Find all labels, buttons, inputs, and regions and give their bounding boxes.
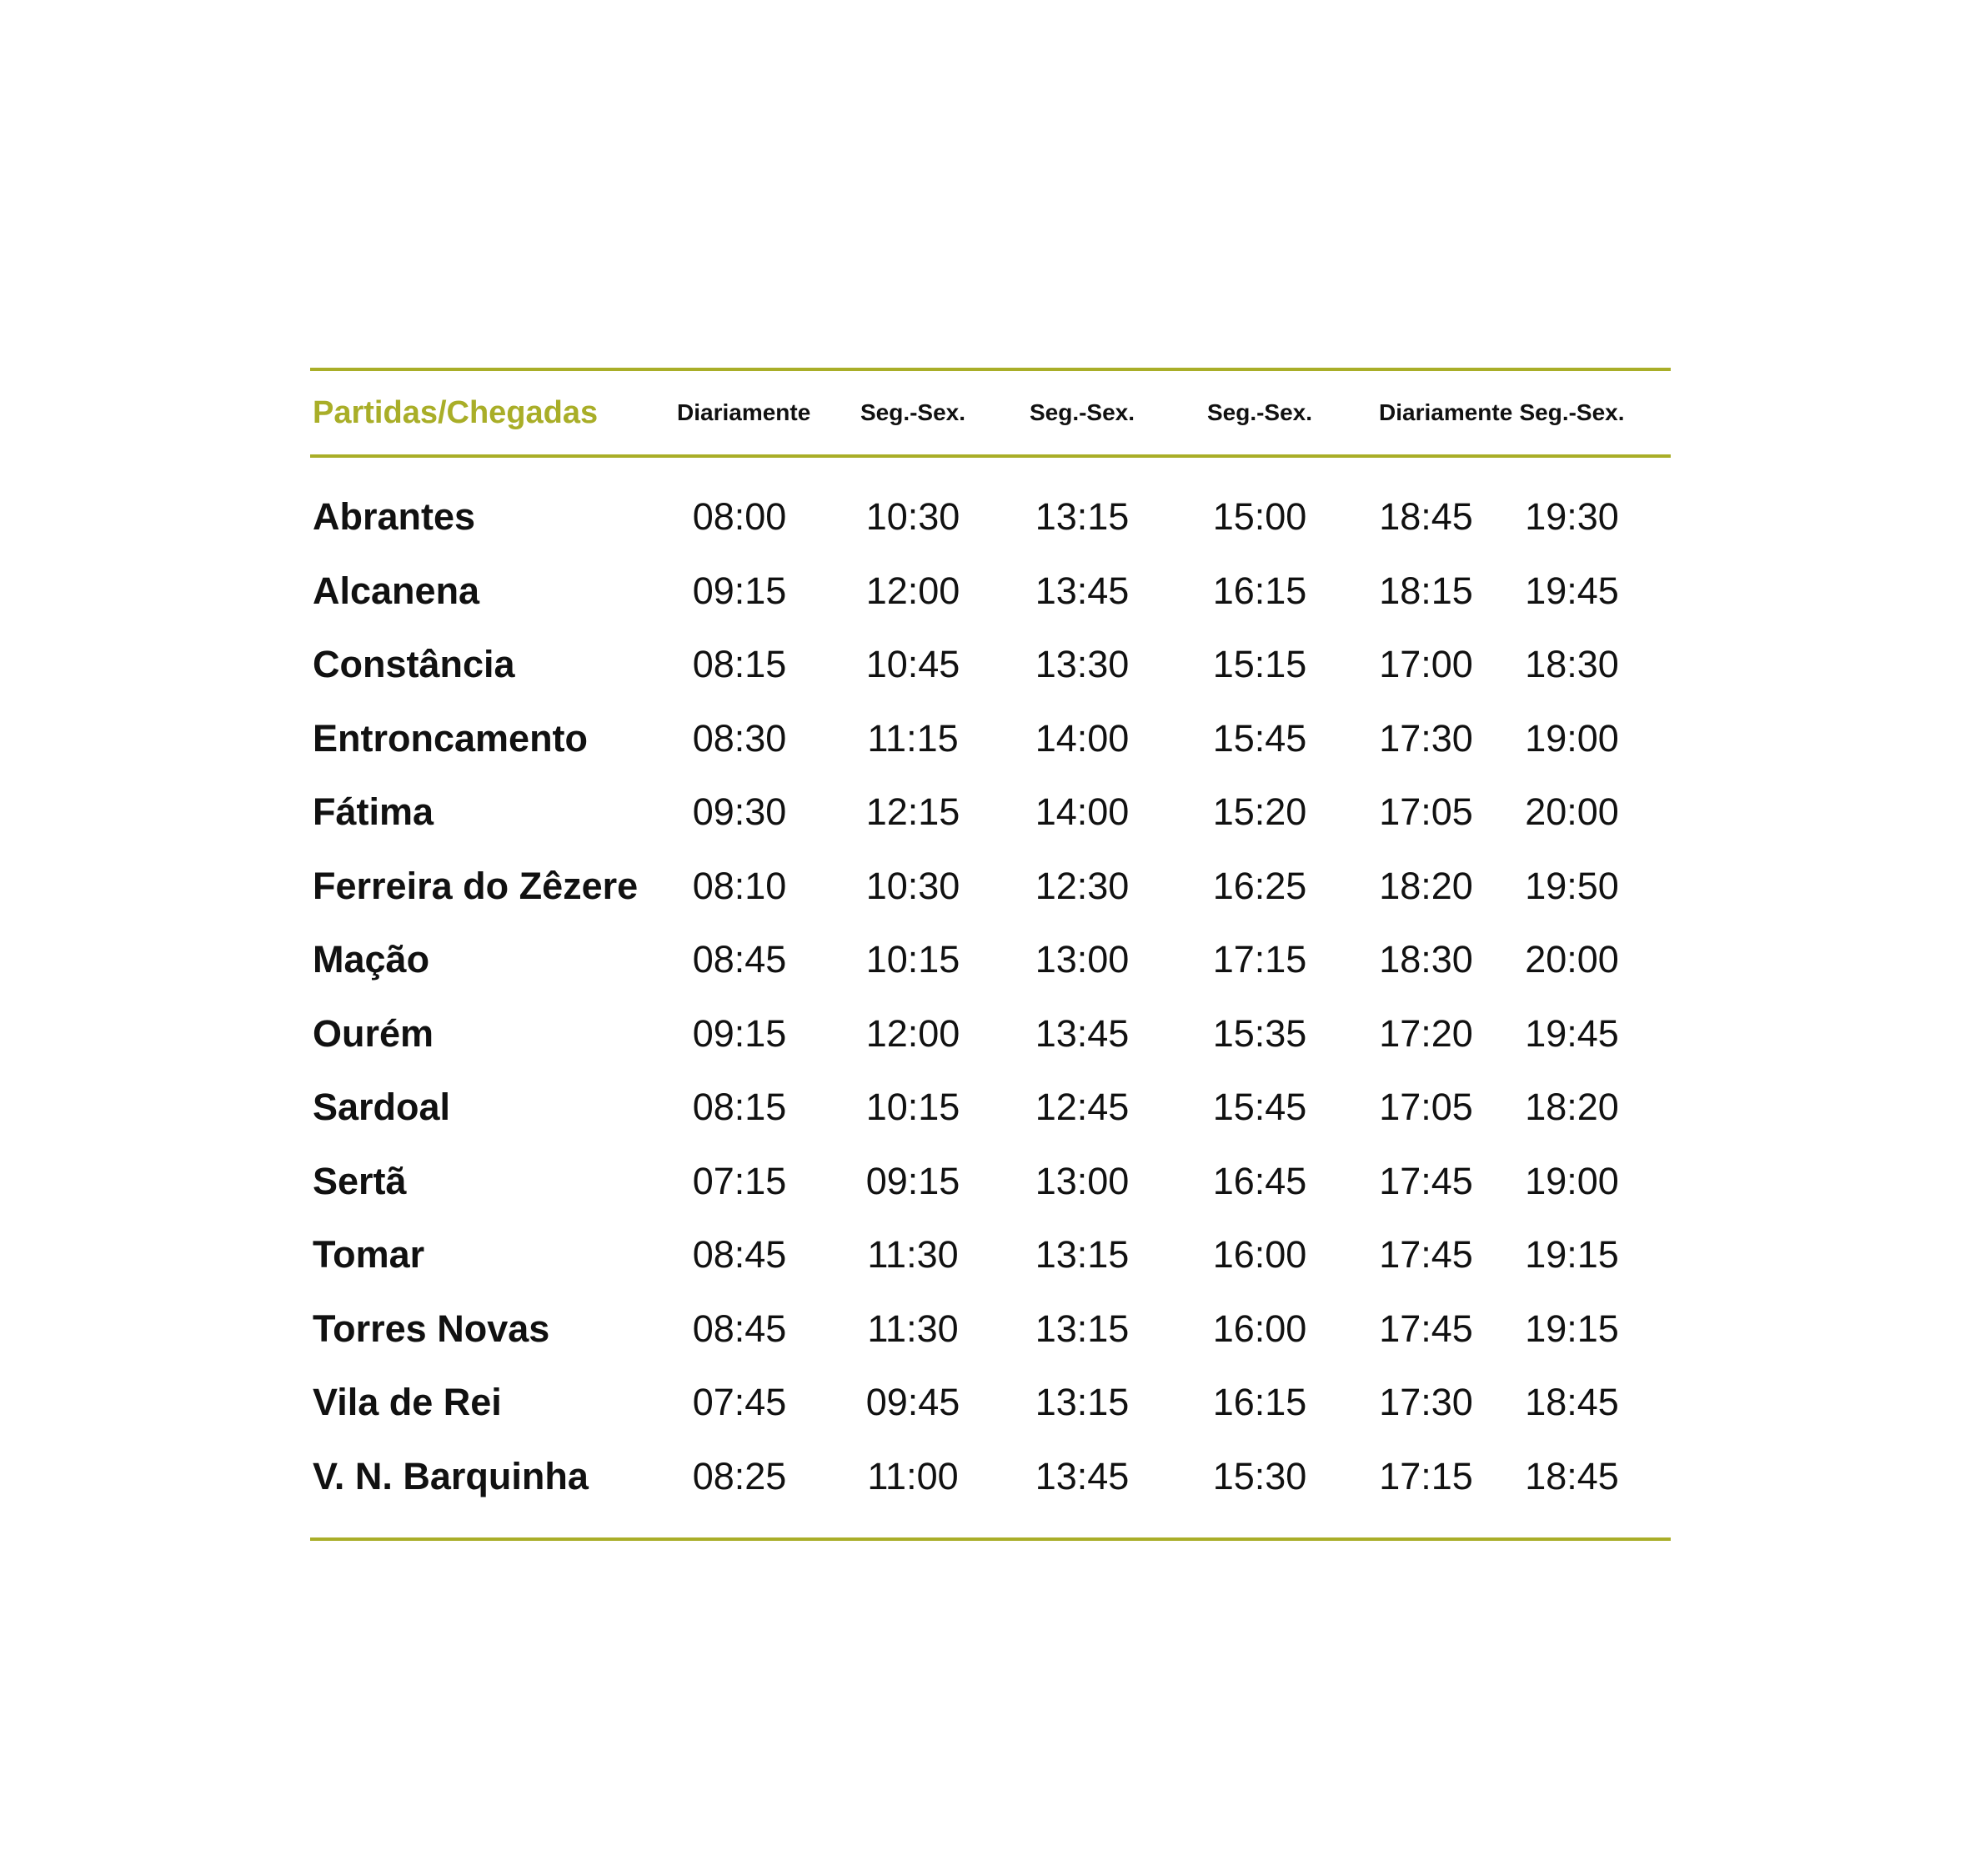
time-cell: 08:45 <box>692 938 787 981</box>
time-cell: 19:45 <box>1525 569 1619 612</box>
time-cell: 08:00 <box>692 495 787 539</box>
header-title: Partidas/Chegadas <box>313 394 599 430</box>
time-cell: 13:15 <box>1035 1233 1130 1277</box>
table-row <box>310 1366 1671 1440</box>
time-cell: 18:30 <box>1525 643 1619 686</box>
time-cell: 19:45 <box>1525 1011 1619 1055</box>
time-cell: 19:50 <box>1525 864 1619 907</box>
time-cell: 17:20 <box>1379 1011 1473 1055</box>
time-cell: 14:00 <box>1035 790 1130 834</box>
place-name: Ferreira do Zêzere <box>313 864 639 907</box>
table-row <box>310 1292 1671 1367</box>
time-cell: 13:45 <box>1035 1454 1130 1497</box>
time-cell: 08:10 <box>692 864 787 907</box>
time-cell: 12:30 <box>1035 864 1130 907</box>
place-name: Sertã <box>313 1159 407 1202</box>
timetable <box>310 368 1671 1541</box>
time-cell: 18:20 <box>1525 1086 1619 1129</box>
time-cell: 12:00 <box>865 569 960 612</box>
column-header: Diariamente <box>677 399 811 425</box>
time-cell: 17:45 <box>1379 1159 1473 1202</box>
time-cell: 17:15 <box>1379 1454 1473 1497</box>
time-cell: 17:45 <box>1379 1233 1473 1277</box>
bottom-rule <box>310 1537 1671 1541</box>
time-cell: 15:20 <box>1212 790 1307 834</box>
table-row <box>310 997 1671 1071</box>
time-cell: 16:00 <box>1212 1307 1307 1350</box>
time-cell: 18:20 <box>1379 864 1473 907</box>
time-cell: 13:15 <box>1035 1381 1130 1424</box>
time-cell: 15:00 <box>1212 495 1307 539</box>
time-cell: 13:00 <box>1035 1159 1130 1202</box>
table-row <box>310 1071 1671 1145</box>
time-cell: 19:00 <box>1525 1159 1619 1202</box>
time-cell: 10:15 <box>865 938 960 981</box>
place-name: Mação <box>313 938 430 981</box>
time-cell: 17:30 <box>1379 1381 1473 1424</box>
time-cell: 16:15 <box>1212 569 1307 612</box>
time-cell: 09:15 <box>692 1011 787 1055</box>
time-cell: 18:30 <box>1379 938 1473 981</box>
time-cell: 08:25 <box>692 1454 787 1497</box>
table-row <box>310 1218 1671 1292</box>
place-name: Abrantes <box>313 495 476 539</box>
time-cell: 17:05 <box>1379 1086 1473 1129</box>
time-cell: 19:00 <box>1525 716 1619 760</box>
place-name: Fátima <box>313 790 434 834</box>
place-name: Torres Novas <box>313 1307 550 1350</box>
time-cell: 08:30 <box>692 716 787 760</box>
place-name: Sardoal <box>313 1086 451 1129</box>
time-cell: 08:15 <box>692 1086 787 1129</box>
place-name: Vila de Rei <box>313 1381 502 1424</box>
time-cell: 11:15 <box>867 716 959 760</box>
time-cell: 18:45 <box>1525 1381 1619 1424</box>
table-row <box>310 775 1671 850</box>
time-cell: 12:00 <box>865 1011 960 1055</box>
table-row <box>310 850 1671 924</box>
place-name: Ourém <box>313 1011 434 1055</box>
time-cell: 20:00 <box>1525 790 1619 834</box>
time-cell: 15:30 <box>1212 1454 1307 1497</box>
time-cell: 09:15 <box>692 569 787 612</box>
time-cell: 19:30 <box>1525 495 1619 539</box>
time-cell: 10:15 <box>865 1086 960 1129</box>
time-cell: 08:45 <box>692 1307 787 1350</box>
time-cell: 13:45 <box>1035 569 1130 612</box>
time-cell: 15:35 <box>1212 1011 1307 1055</box>
time-cell: 16:00 <box>1212 1233 1307 1277</box>
time-cell: 20:00 <box>1525 938 1619 981</box>
time-cell: 17:05 <box>1379 790 1473 834</box>
time-cell: 15:45 <box>1212 1086 1307 1129</box>
time-cell: 17:45 <box>1379 1307 1473 1350</box>
time-cell: 12:45 <box>1035 1086 1130 1129</box>
table-row <box>310 1440 1671 1514</box>
table-row <box>310 480 1671 554</box>
place-name: Entroncamento <box>313 716 589 760</box>
time-cell: 19:15 <box>1525 1307 1619 1350</box>
place-name: Alcanena <box>313 569 480 612</box>
time-cell: 17:00 <box>1379 643 1473 686</box>
place-name: Tomar <box>313 1233 425 1277</box>
time-cell: 16:45 <box>1212 1159 1307 1202</box>
table-row <box>310 1145 1671 1219</box>
time-cell: 12:15 <box>865 790 960 834</box>
time-cell: 16:15 <box>1212 1381 1307 1424</box>
table-row <box>310 702 1671 776</box>
time-cell: 11:30 <box>867 1233 959 1277</box>
time-cell: 16:25 <box>1212 864 1307 907</box>
table-row <box>310 554 1671 629</box>
time-cell: 07:15 <box>692 1159 787 1202</box>
table-row <box>310 923 1671 997</box>
place-name: V. N. Barquinha <box>313 1454 589 1497</box>
time-cell: 14:00 <box>1035 716 1130 760</box>
time-cell: 08:15 <box>692 643 787 686</box>
time-cell: 13:30 <box>1035 643 1130 686</box>
time-cell: 13:15 <box>1035 1307 1130 1350</box>
timetable-body <box>310 458 1671 1537</box>
time-cell: 17:30 <box>1379 716 1473 760</box>
time-cell: 18:45 <box>1379 495 1473 539</box>
time-cell: 15:15 <box>1212 643 1307 686</box>
column-header: Diariamente <box>1379 399 1513 425</box>
time-cell: 11:00 <box>867 1454 959 1497</box>
time-cell: 08:45 <box>692 1233 787 1277</box>
header-row <box>310 371 1671 454</box>
time-cell: 18:15 <box>1379 569 1473 612</box>
time-cell: 10:30 <box>865 864 960 907</box>
time-cell: 07:45 <box>692 1381 787 1424</box>
time-cell: 09:45 <box>865 1381 960 1424</box>
table-row <box>310 628 1671 702</box>
time-cell: 18:45 <box>1525 1454 1619 1497</box>
column-header: Seg.-Sex. <box>860 399 966 425</box>
column-header: Seg.-Sex. <box>1519 399 1625 425</box>
time-cell: 09:15 <box>865 1159 960 1202</box>
place-name: Constância <box>313 643 515 686</box>
time-cell: 13:00 <box>1035 938 1130 981</box>
time-cell: 15:45 <box>1212 716 1307 760</box>
time-cell: 10:30 <box>865 495 960 539</box>
time-cell: 10:45 <box>865 643 960 686</box>
column-header: Seg.-Sex. <box>1206 399 1313 425</box>
time-cell: 09:30 <box>692 790 787 834</box>
time-cell: 19:15 <box>1525 1233 1619 1277</box>
time-cell: 17:15 <box>1212 938 1307 981</box>
column-header: Seg.-Sex. <box>1029 399 1135 425</box>
time-cell: 13:45 <box>1035 1011 1130 1055</box>
time-cell: 13:15 <box>1035 495 1130 539</box>
time-cell: 11:30 <box>867 1307 959 1350</box>
